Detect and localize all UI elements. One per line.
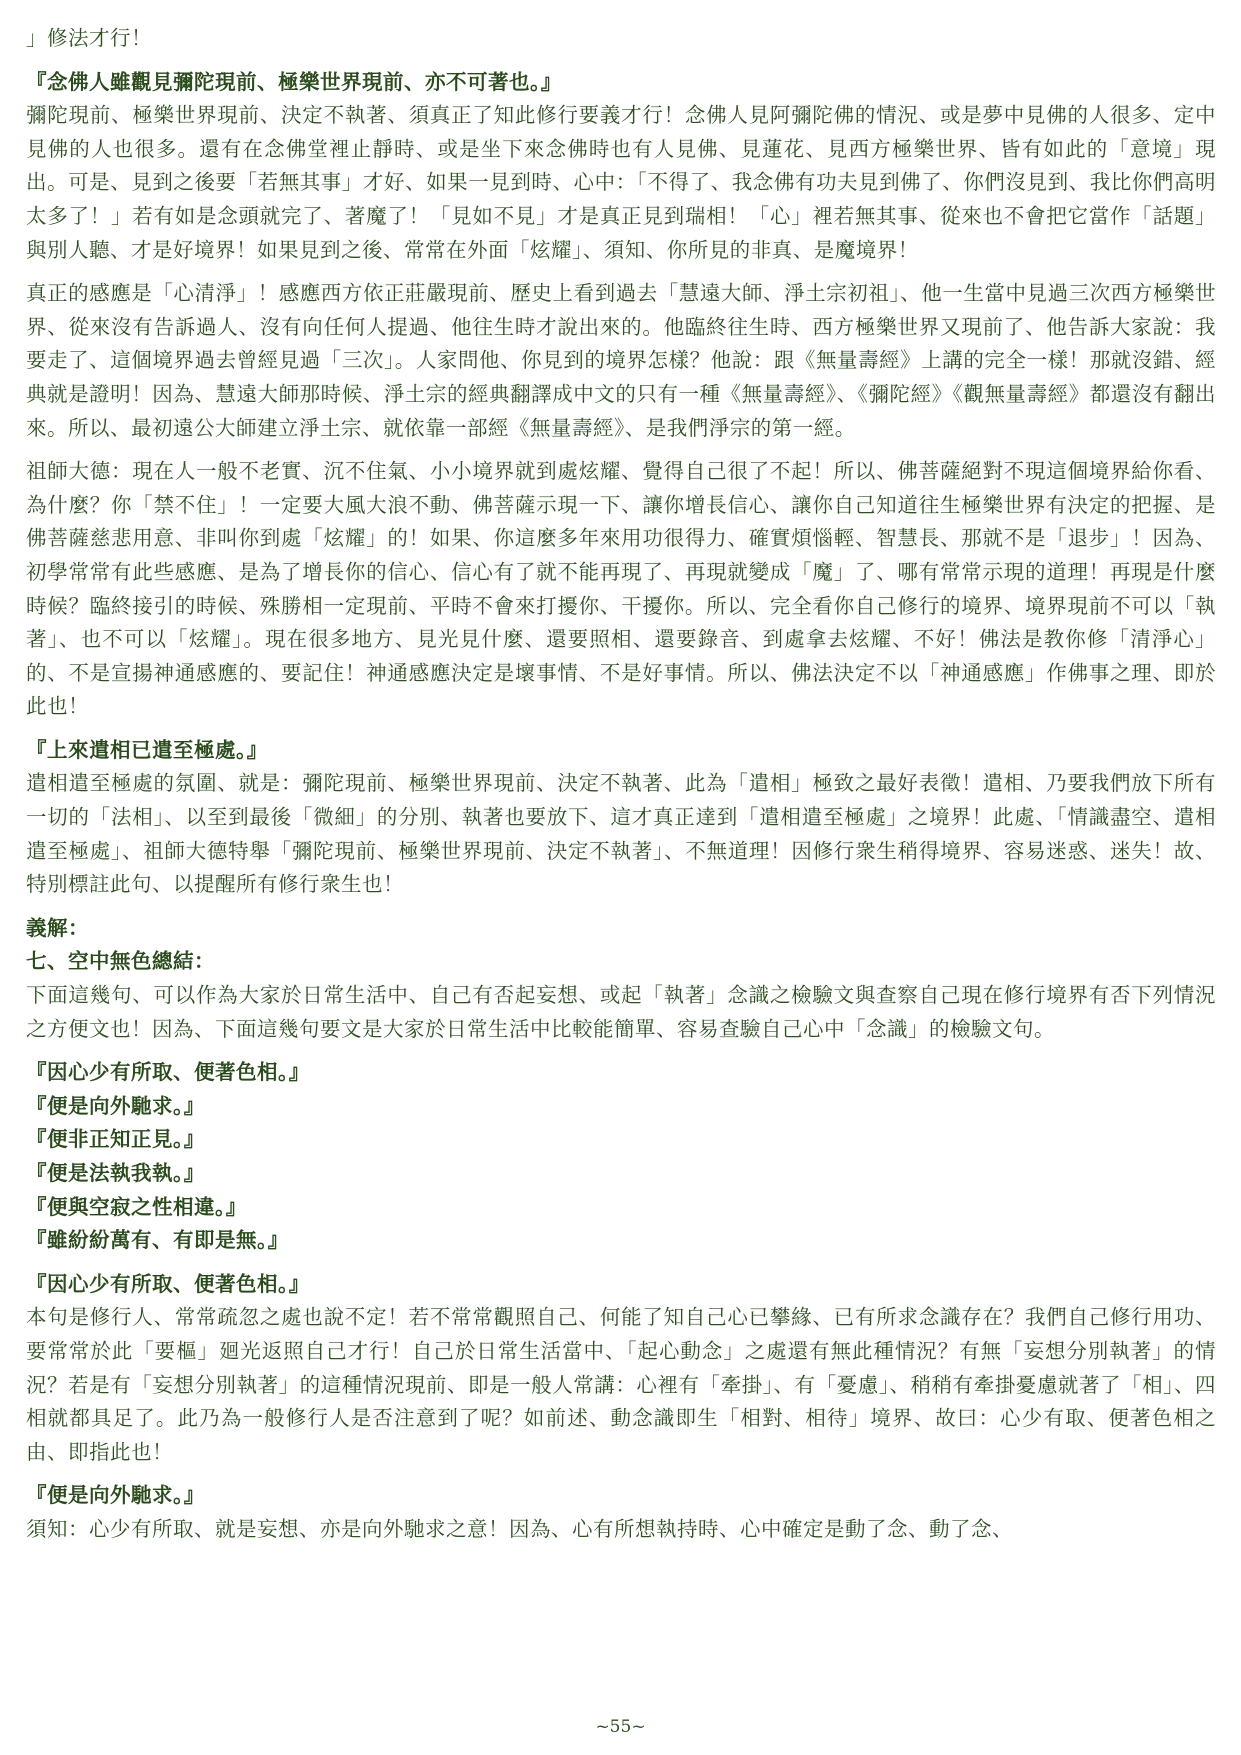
verse-list xyxy=(26,1056,1216,1258)
page-number: ~55~ xyxy=(595,1717,646,1737)
section-heading: 義解： xyxy=(26,915,89,940)
verse-line: 『雖紛紛萬有、有即是無。』 xyxy=(26,1228,289,1253)
verse-line: 『便是向外馳求。』 xyxy=(26,1093,205,1118)
paragraph: 真正的感應是「心清淨」！感應西方依正莊嚴現前、歷史上看到過去「慧遠大師、淨土宗初祖」、他一生當中見過三次西方極樂世界、從來沒有告訴過人、沒有向任何人提過、他往生時才說出來的。他臨終往生時、西方極樂世界又現前了、他告訴大家說：我要走了、這個境界過去曾經見過「三次」。人家問他、你見到的境界怎樣？他說：跟《無量壽經》上講的完全一樣！那就沒錯、經典就是證明！因為、慧遠大師那時候、淨土宗的經典翻譯成中文的只有一種《無量壽經》、《彌陀經》《觀無量壽經》都還沒有翻出來。所以、最初遠公大師建立淨土宗、就依靠一部經《無量壽經》、是我們淨宗的第一經。 xyxy=(26,281,1216,440)
verse-line: 『便非正知正見。』 xyxy=(26,1127,205,1152)
document-body xyxy=(26,22,1216,1547)
paragraph: 彌陀現前、極樂世界現前、決定不執著、須真正了知此修行要義才行！念佛人見阿彌陀佛的情況、或是夢中見佛的人很多、定中見佛的人也很多。還有在念佛堂裡止靜時、或是坐下來念佛時也有人見佛、見蓮花、見西方極樂世界、皆有如此的「意境」現出。可是、見到之後要「若無其事」才好、如果一見到時、心中：「不得了、我念佛有功夫見到佛了、你們沒見到、我比你們高明太多了！」若有如是念頭就完了、著魔了！「見如不見」才是真正見到瑞相！「心」裡若無其事、從來也不會把它當作「話題」與別人聽、才是好境界！如果見到之後、常常在外面「炫耀」、須知、你所見的非真、是魔境界！ xyxy=(26,103,1216,262)
paragraph: 本句是修行人、常常疏忽之處也說不定！若不常常觀照自己、何能了知自己心已攀緣、已有所求念識存在？我們自己修行用功、要常常於此「要樞」廻光返照自己才行！自己於日常生活當中、「起心動念」之處還有無此種情況？有無「妄想分別執著」的情況？若是有「妄想分別執著」的這種情況現前、即是一般人常講：心裡有「牽掛」、有「憂慮」、稍稍有牽掛憂慮就著了「相」、四相就都具足了。此乃為一般修行人是否注意到了呢？如前述、動念識即生「相對、相待」境界、故曰：心少有取、便著色相之由、即指此也！ xyxy=(26,1305,1216,1464)
subsection-heading: 七、空中無色總結： xyxy=(26,949,215,974)
quote-heading: 『上來遣相已遣至極處。』 xyxy=(26,737,268,762)
paragraph-continuation: 」修法才行！ xyxy=(26,26,152,50)
paragraph: 祖師大德：現在人一般不老實、沉不住氣、小小境界就到處炫耀、覺得自己很了不起！所以、佛菩薩絕對不現這個境界給你看、為什麼？你「禁不住」！一定要大風大浪不動、佛菩薩示現一下、讓你增長信心、讓你自己知道往生極樂世界有決定的把握、是佛菩薩慈悲用意、非叫你到處「炫耀」的！如果、你這麼多年來用功很得力、確實煩惱輕、智慧長、那就不是「退步」！因為、初學常常有此些感應、是為了增長你的信心、信心有了就不能再現了、再現就變成「魔」了、哪有常常示現的道理！再現是什麼時候？臨終接引的時候、殊勝相一定現前、平時不會來打擾你、干擾你。所以、完全看你自己修行的境界、境界現前不可以「執著」、也不可以「炫耀」。現在很多地方、見光見什麼、還要照相、還要錄音、到處拿去炫耀、不好！佛法是教你修「清淨心」的、不是宣揚神通感應的、要記住！神通感應決定是壞事情、不是好事情。所以、佛法決定不以「神通感應」作佛事之理、即於此也！ xyxy=(26,459,1216,719)
verse-line: 『便與空寂之性相違。』 xyxy=(26,1194,247,1219)
verse-line: 『便是法執我執。』 xyxy=(26,1161,205,1185)
verse-line: 『因心少有所取、便著色相。』 xyxy=(26,1060,310,1085)
paragraph: 遣相遣至極處的氛圍、就是：彌陀現前、極樂世界現前、決定不執著、此為「遣相」極致之最好表徵！遣相、乃要我們放下所有一切的「法相」、以至到最後「微細」的分別、執著也要放下、這才真正達到「遣相遣至極處」之境界！此處、「情識盡空、遣相遣至極處」、祖師大德特舉「彌陀現前、極樂世界現前、決定不執著」、不無道理！因修行衆生稍得境界、容易迷惑、迷失！故、特別標註此句、以提醒所有修行衆生也！ xyxy=(26,771,1216,897)
quote-heading: 『念佛人雖觀見彌陀現前、極樂世界現前、亦不可著也。』 xyxy=(26,69,562,94)
quote-heading: 『便是向外馳求。』 xyxy=(26,1483,205,1508)
paragraph: 下面這幾句、可以作為大家於日常生活中、自己有否起妄想、或起「執著」念識之檢驗文與查察自己現在修行境界有否下列情況之方便文也！因為、下面這幾句要文是大家於日常生活中比較能簡單、容易查驗自己心中「念識」的檢驗文句。 xyxy=(26,983,1216,1041)
quote-heading: 『因心少有所取、便著色相。』 xyxy=(26,1271,310,1296)
paragraph: 須知：心少有所取、就是妄想、亦是向外馳求之意！因為、心有所想執持時、心中確定是動了念、動了念、 xyxy=(26,1516,1013,1541)
